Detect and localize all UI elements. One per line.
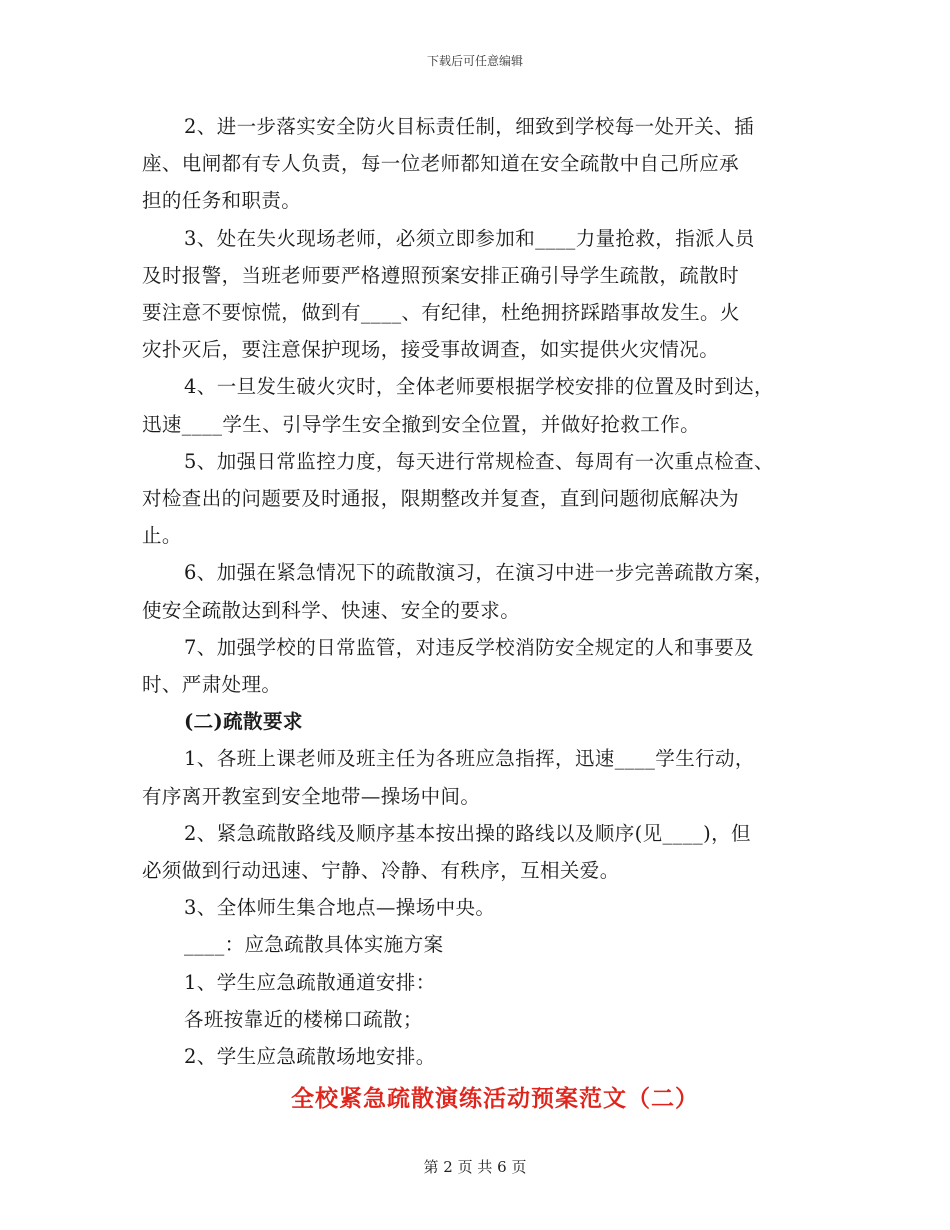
paragraph-line: 7、加强学校的日常监管，对违反学校消防安全规定的人和事要及 — [184, 635, 755, 659]
paragraph-line: 2、紧急疏散路线及顺序基本按出操的路线以及顺序(见____)，但 — [184, 821, 751, 845]
paragraph-line: 对检查出的问题要及时通报，限期整改并复查，直到问题彻底解决为 — [142, 487, 740, 511]
page-header: 下载后可任意编辑 — [426, 54, 523, 68]
paragraph-line: 1、学生应急疏散通道安排： — [184, 970, 436, 994]
paragraph-line: 担的任务和职责。 — [142, 189, 302, 213]
paragraph-line: 5、加强日常监控力度，每天进行常规检查、每周有一次重点检查、 — [184, 449, 774, 473]
paragraph-line: 要注意不要惊慌，做到有____、有纪律，杜绝拥挤踩踏事故发生。火 — [142, 301, 740, 325]
document-body — [142, 108, 822, 1075]
paragraph-line: 3、全体师生集合地点—操场中央。 — [184, 896, 496, 920]
page-footer: 第 2 页 共 6 页 — [423, 1158, 527, 1176]
paragraph-line: ____：应急疏散具体实施方案 — [184, 933, 444, 957]
paragraph-line: 灾扑灭后，要注意保护现场，接受事故调查，如实提供火灾情况。 — [142, 338, 720, 362]
paragraph-line: 使安全疏散达到科学、快速、安全的要求。 — [142, 598, 521, 622]
paragraph-line: 有序离开教室到安全地带—操场中间。 — [142, 784, 481, 808]
paragraph-line: 及时报警，当班老师要严格遵照预案安排正确引导学生疏散，疏散时 — [142, 263, 740, 287]
paragraph-line: 2、进一步落实安全防火目标责任制，细致到学校每一处开关、插 — [184, 115, 755, 138]
section-heading: (二)疏散要求 — [184, 710, 303, 734]
paragraph-line: 座、电闸都有专人负责，每一位老师都知道在安全疏散中自己所应承 — [142, 152, 740, 176]
paragraph-line: 4、一旦发生破火灾时，全体老师要根据学校安排的位置及时到达， — [184, 375, 774, 399]
paragraph-line: 2、学生应急疏散场地安排。 — [184, 1045, 436, 1069]
paragraph-line: 止。 — [142, 524, 182, 548]
paragraph-line: 各班按靠近的楼梯口疏散； — [184, 1007, 423, 1031]
paragraph-line: 迅速____学生、引导学生安全撤到安全位置，并做好抢救工作。 — [142, 412, 701, 436]
paragraph-line: 时、严肃处理。 — [142, 673, 282, 697]
document-title: 全校紧急疏散演练活动预案范文（二） — [291, 1085, 699, 1112]
paragraph-line: 1、各班上课老师及班主任为各班应急指挥，迅速____学生行动， — [184, 747, 755, 771]
paragraph-line: 必须做到行动迅速、宁静、冷静、有秩序，互相关爱。 — [142, 859, 620, 883]
paragraph-line: 6、加强在紧急情况下的疏散演习，在演习中进一步完善疏散方案， — [184, 561, 774, 585]
paragraph-line: 3、处在失火现场老师，必须立即参加和____力量抢救，指派人员 — [184, 226, 755, 250]
